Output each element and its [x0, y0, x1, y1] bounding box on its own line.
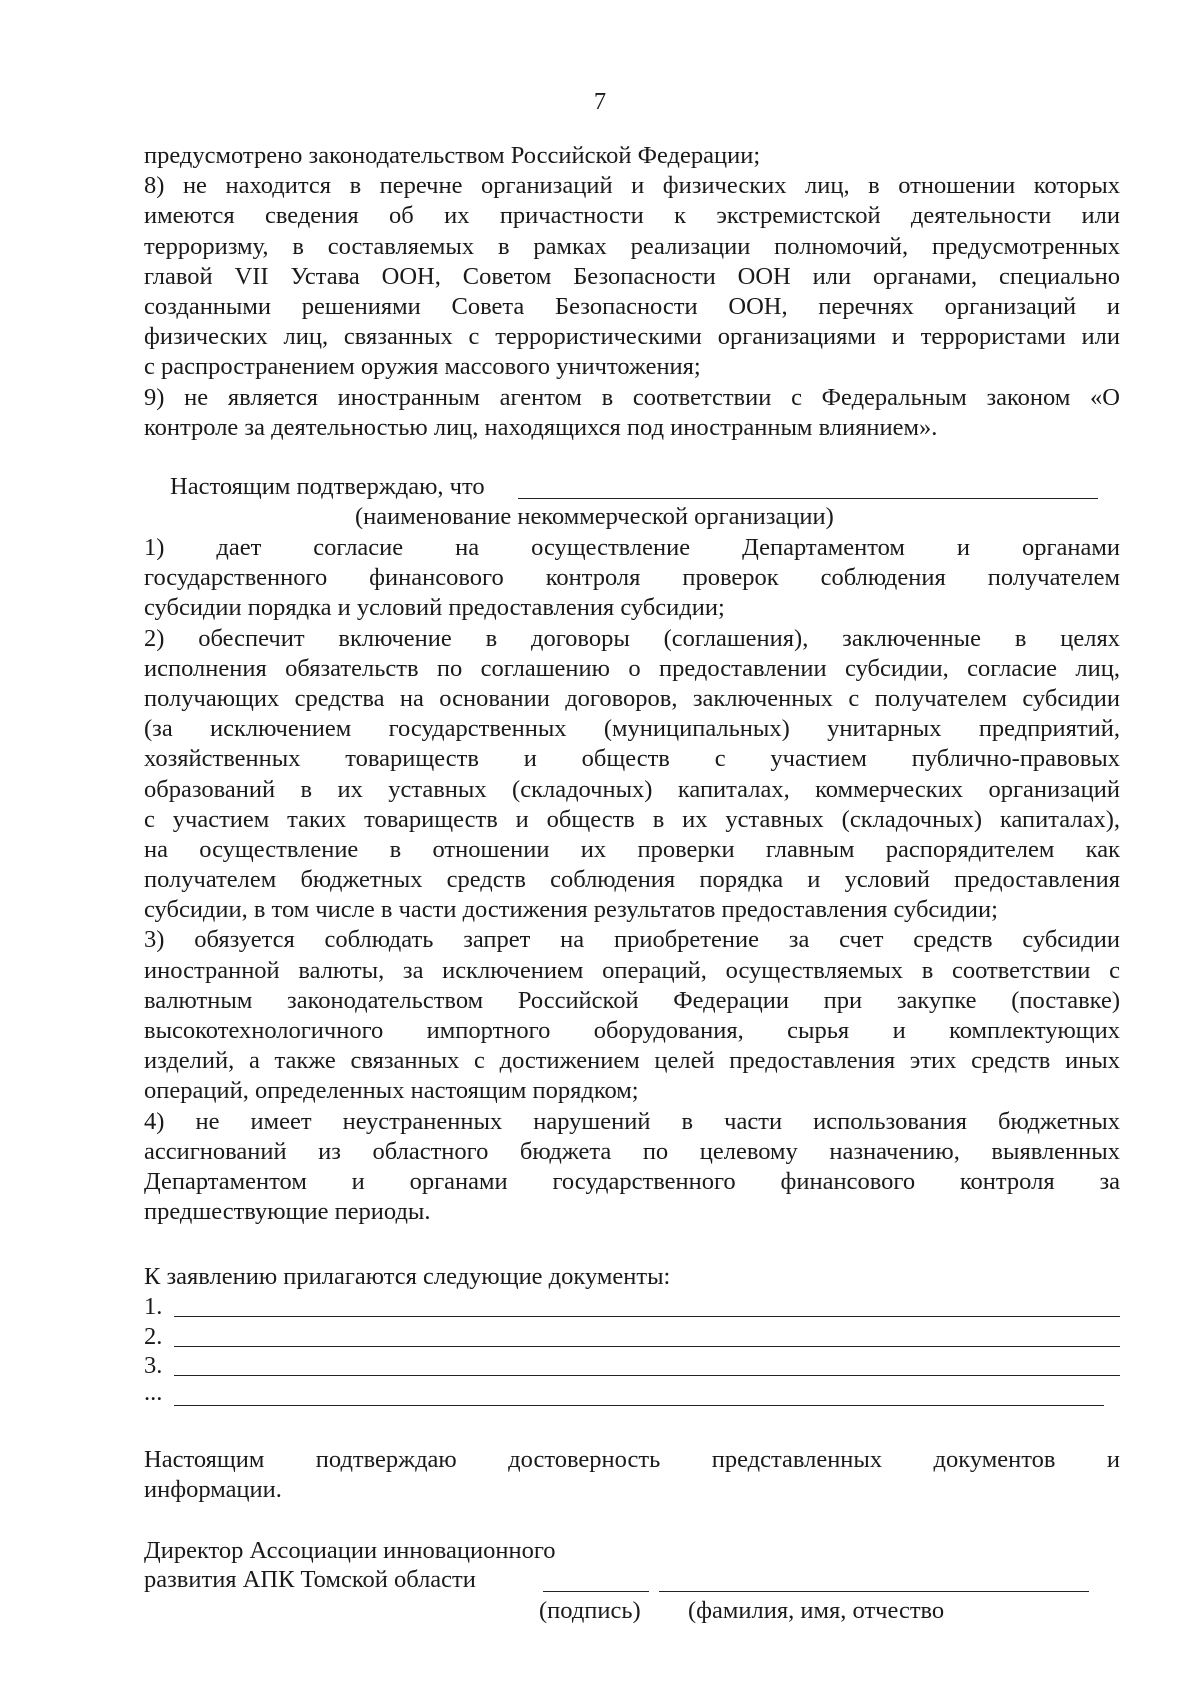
confirmation-line: иностранной валюты, за исключением операций, осуществляемых в соответствии с — [144, 956, 1120, 984]
confirmation-line: получателем бюджетных средств соблюдения порядка и условий предоставления — [144, 866, 1120, 894]
confirmation-line: Департаментом и органами государственного финансового контроля за — [144, 1167, 1120, 1195]
condition-line: имеются сведения об их причастности к экстремистской деятельности или — [144, 202, 1120, 230]
confirmation-line: ассигнований из областного бюджета по целевому назначению, выявленных — [144, 1137, 1120, 1165]
confirmation-line: исполнения обязательств по соглашению о предоставлении субсидии, согласие лиц, — [144, 654, 1120, 682]
condition-item-9 — [144, 383, 1120, 443]
confirmation-line: 2) обеспечит включение в договоры (соглашения), заключенные в целях — [144, 624, 1120, 652]
attachment-number: ... — [144, 1379, 163, 1406]
confirmation-line: субсидии порядка и условий предоставления субсидии; — [144, 594, 725, 622]
attachment-number: 3. — [144, 1352, 163, 1379]
authenticity-statement — [144, 1445, 1120, 1505]
condition-line: 8) не находится в перечне организаций и физических лиц, в отношении которых — [144, 172, 1120, 200]
authenticity-line: информации. — [144, 1476, 282, 1504]
condition-line: физических лиц, связанных с террористическими организациями и террористами или — [144, 323, 1120, 351]
signatory-title-line1: Директор Ассоциации инновационного — [144, 1537, 556, 1564]
confirmation-line: образований в их уставных (складочных) капиталах, коммерческих организаций — [144, 775, 1120, 803]
attachment-number: 1. — [144, 1293, 163, 1320]
condition-line: созданными решениями Совета Безопасности ООН, перечнях организаций и — [144, 292, 1120, 320]
confirmation-line: получающих средства на основании договоров, заключенных с получателем субсидии — [144, 684, 1120, 712]
confirmation-line: валютным законодательством Российской Федерации при закупке (поставке) — [144, 986, 1120, 1014]
confirmation-line: на осуществление в отношении их проверки главным распорядителем как — [144, 835, 1120, 863]
confirmation-items — [144, 533, 1120, 1227]
full-name-field[interactable] — [659, 1591, 1089, 1592]
page-number: 7 — [593, 88, 607, 115]
organization-name-field[interactable] — [518, 498, 1098, 499]
organization-name-caption: (наименование некоммерческой организации) — [355, 503, 834, 530]
confirmation-line: 1) дает согласие на осуществление Департаментом и органами — [144, 534, 1120, 561]
attachment-number: 2. — [144, 1323, 163, 1350]
confirmation-line: 4) не имеет неустраненных нарушений в части использования бюджетных — [144, 1107, 1120, 1135]
confirmation-line: изделий, а также связанных с достижением целей предоставления этих средств иных — [144, 1047, 1120, 1075]
confirmation-line: субсидии, в том числе в части достижения результатов предоставления субсидии; — [144, 896, 998, 924]
authenticity-line: Настоящим подтверждаю достоверность представленных документов и — [144, 1446, 1120, 1473]
confirmation-line: (за исключением государственных (муниципальных) унитарных предприятий, — [144, 715, 1120, 743]
confirmation-item-2 — [144, 624, 1120, 926]
full-name-caption: (фамилия, имя, отчество — [688, 1597, 945, 1624]
confirmation-line: предшествующие периоды. — [144, 1198, 431, 1226]
condition-line: терроризму, в составляемых в рамках реализации полномочий, предусмотренных — [144, 232, 1120, 260]
confirmation-item-1 — [144, 533, 1120, 624]
confirmation-line: высокотехнологичного импортного оборудования, сырья и комплектующих — [144, 1017, 1120, 1044]
condition-line: 9) не является иностранным агентом в соответствии с Федеральным законом «О — [144, 383, 1120, 411]
condition-item-8 — [144, 171, 1120, 382]
conditions-section — [144, 141, 1120, 443]
attachment-line-1[interactable] — [174, 1316, 1120, 1317]
confirmation-line: государственного финансового контроля проверок соблюдения получателем — [144, 564, 1120, 592]
attachment-line-more[interactable] — [174, 1405, 1104, 1406]
signature-field[interactable] — [543, 1591, 649, 1592]
condition-line: главой VII Устава ООН, Советом Безопасности ООН или органами, специально — [144, 262, 1120, 290]
attachments-heading: К заявлению прилагаются следующие документы: — [144, 1263, 671, 1290]
signatory-title-line2: развития АПК Томской области — [144, 1566, 476, 1593]
condition-line: с распространением оружия массового уничтожения; — [144, 353, 701, 381]
confirmation-line: хозяйственных товариществ и обществ с участием публично-правовых — [144, 745, 1120, 773]
attachment-line-2[interactable] — [174, 1346, 1120, 1347]
condition-line: контроле за деятельностью лиц, находящихся под иностранным влиянием». — [144, 413, 938, 441]
confirmation-item-3 — [144, 925, 1120, 1106]
confirmation-line: операций, определенных настоящим порядком; — [144, 1077, 639, 1105]
confirmation-line: с участием таких товариществ и обществ в их уставных (складочных) капиталах), — [144, 805, 1120, 833]
conditions-line: предусмотрено законодательством Российской Федерации; — [144, 142, 761, 169]
attachment-line-3[interactable] — [174, 1375, 1120, 1376]
confirmation-intro: Настоящим подтверждаю, что — [170, 473, 485, 500]
signature-caption: (подпись) — [539, 1597, 641, 1624]
confirmation-item-4 — [144, 1107, 1120, 1228]
confirmation-line: 3) обязуется соблюдать запрет на приобретение за счет средств субсидии — [144, 926, 1120, 954]
